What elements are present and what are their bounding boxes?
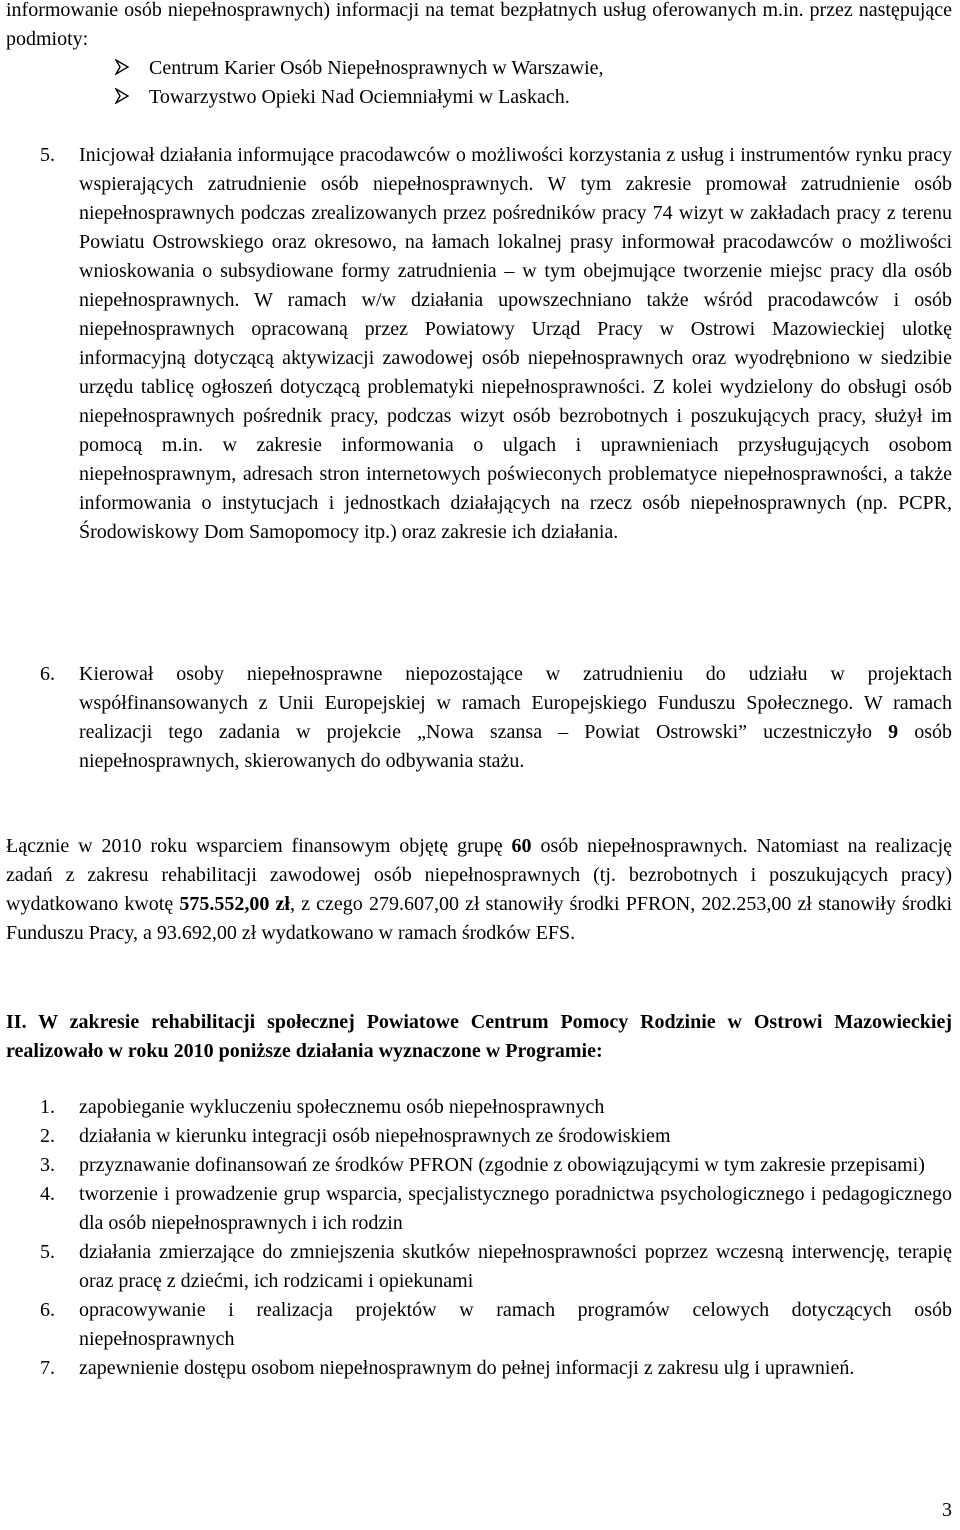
item-6-text-b: osób niepełnosprawnych, skierowanych do odbywania stażu. [79,721,953,772]
item-6-participant-count: 9 [888,721,899,743]
list-item: 3. przyznawanie dofinansowań ze środków PFRON (zgodnie z obowiązującymi w tym zakresie przepisami) [40,1154,925,1176]
list-item: 1. zapobieganie wykluczeniu społecznemu osób niepełnosprawnych [40,1096,605,1118]
intro-paragraph: informowanie osób niepełnosprawnych) informacji na temat bezpłatnych usług oferowanych m.in. przez następujące podmioty: [6,0,952,50]
summary-text-3: , z czego 279.607,00 zł stanowiły środki PFRON, 202.253,00 zł stanowiły środki Funduszu Pracy, a 93.692,00 zł wydatkowano w ramach środków EFS. [6,893,953,944]
list-item: 6. opracowywanie i realizacja projektów w ramach programów celowych dotyczących osób niepełnosprawnych [40,1299,952,1350]
summary-text-1: Łącznie w 2010 roku wsparciem finansowym objętę grupę [6,835,503,857]
item-6-number: 6. [40,663,55,685]
section-2-list [40,1093,952,1383]
summary-group-count: 60 [511,835,532,857]
bullet-item-1-text: Centrum Karier Osób Niepełnosprawnych w Warszawie, [149,57,604,79]
item-6-paragraph [79,660,952,776]
arrow-bullet-icon [115,88,129,104]
list-item: 4. tworzenie i prowadzenie grup wsparcia, specjalistycznego poradnictwa psychologicznego i pedagogicznego dla osób niepełnosprawnych i ich rodzin [40,1183,952,1234]
item-5-number: 5. [40,144,55,166]
list-item: 7. zapewnienie dostępu osobom niepełnosprawnym do pełnej informacji z zakresu ulg i uprawnień. [40,1357,855,1379]
summary-total-amount: 575.552,00 zł [179,893,290,915]
section-2-heading: II. W zakresie rehabilitacji społecznej Powiatowe Centrum Pomocy Rodzinie w Ostrowi Mazowieckiej realizowało w roku 2010 poniższe działania wyznaczone w Programie: [6,1011,952,1062]
summary-text-2: osób niepełnosprawnych. Natomiast na realizację zadań z zakresu rehabilitacji zawodowej osób niepełnosprawnych (tj. bezrobotnych i poszukujących pracy) wydatkowano kwotę [6,835,953,915]
page-number: 3 [942,1499,952,1521]
bullet-item-1 [115,54,604,83]
list-item: 5. działania zmierzające do zmniejszenia skutków niepełnosprawności poprzez wczesną interwencję, terapię oraz pracę z dziećmi, ich rodzicami i opiekunami [40,1241,952,1292]
bullet-item-2-text: Towarzystwo Opieki Nad Ociemniałymi w Laskach. [149,86,570,108]
item-5-paragraph: Inicjował działania informujące pracodawców o możliwości korzystania z usług i instrumentów rynku pracy wspierających zatrudnienie osób niepełnosprawnych. W tym zakresie promował zatrudnienie osób niepełnosprawnych podczas zrealizowanych przez pośredników pracy 74 wizyt w zakładach pracy z terenu Powiatu Ostrowskiego oraz okresowo, na łamach lokalnej prasy informował pracodawców o możliwości wnioskowania o subsydiowane formy zatrudnienia – w tym obejmujące tworzenie miejsc pracy dla osób niepełnosprawnych. W ramach w/w działania upowszechniano także wśród pracodawców i osób niepełnosprawnych opracowaną przez Powiatowy Urząd Pracy w Ostrowi Mazowieckiej ulotkę informacyjną dotyczącą aktywizacji zawodowej osób niepełnosprawnych oraz wyodrębniono w siedzibie urzędu tablicę ogłoszeń dotyczącą problematyki niepełnosprawności. Z kolei wydzielony do obsługi osób niepełnosprawnych pośrednik pracy, podczas wizyt osób bezrobotnych i poszukujących pracy, służył im pomocą m.in. w zakresie informowania o ulgach i uprawnieniach przysługujących osobom niepełnosprawnym, adresach stron internetowych poświeconych problematyce niepełnosprawności, a także informowania o instytucjach i jednostkach działających na rzecz osób niepełnosprawnych (np. PCPR, Środowiskowy Dom Samopomocy itp.) oraz zakresie ich działania. [79,144,952,543]
bullet-item-2 [115,83,570,112]
arrow-bullet-icon [115,59,129,75]
item-6-text-a: Kierował osoby niepełnosprawne niepozostające w zatrudnieniu do udziału w projektach współfinansowanych z Unii Europejskiej w ramach Europejskiego Funduszu Społecznego. W ramach realizacji tego zadania w projekcie „Nowa szansa – Powiat Ostrowski” uczestniczyło [79,663,952,743]
list-item: 2. działania w kierunku integracji osób niepełnosprawnych ze środowiskiem [40,1125,671,1147]
summary-paragraph [6,832,952,948]
